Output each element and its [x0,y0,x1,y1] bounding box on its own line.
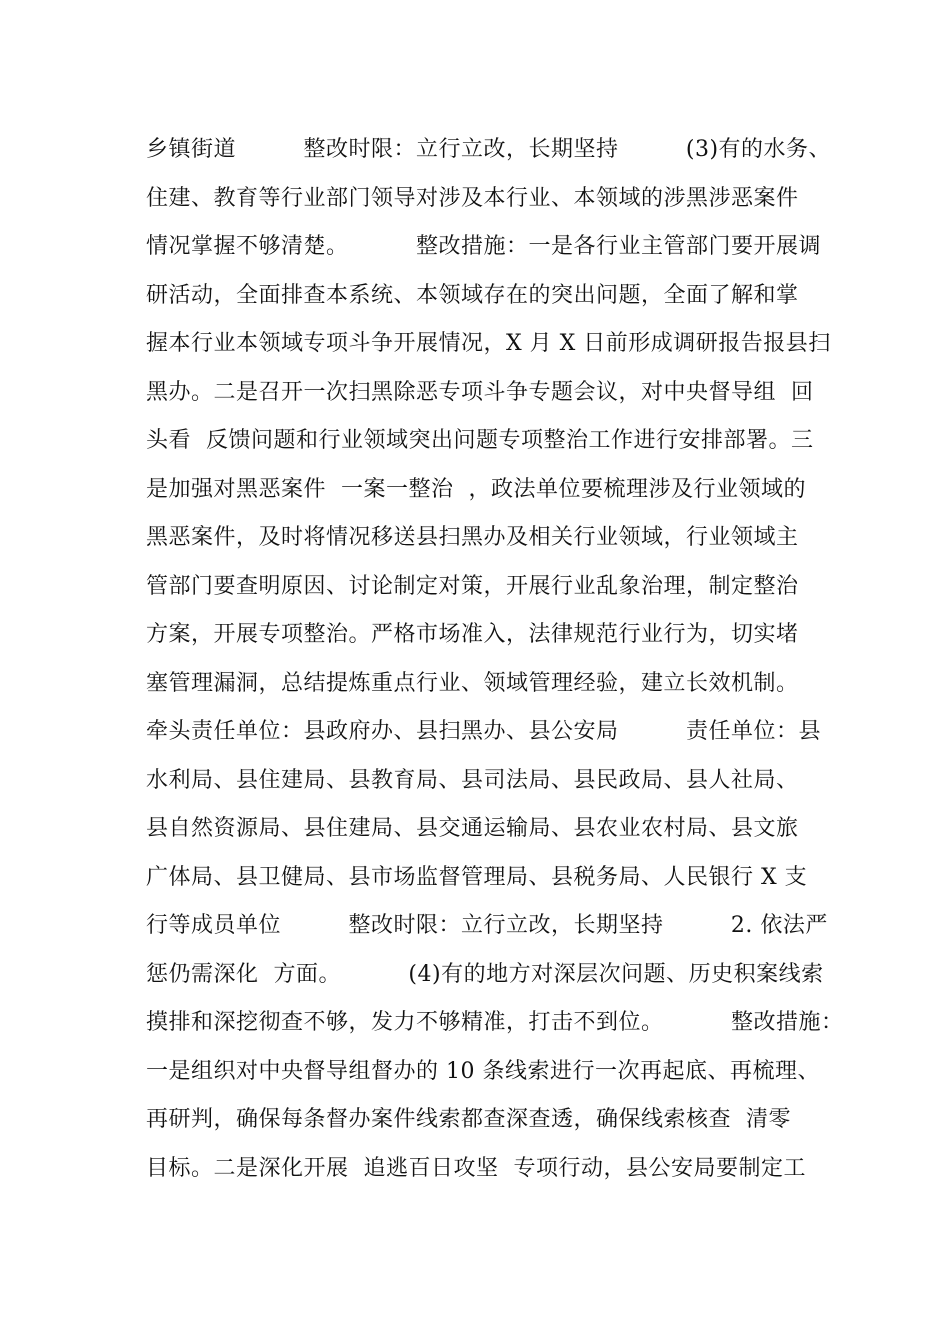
text-line: 情况掌握不够清楚。 整改措施：一是各行业主管部门要开展调 [146,234,821,259]
text-line: 是加强对黑恶案件 一案一整治 ，政法单位要梳理涉及行业领域的 [146,476,806,502]
text-line: 再研判，确保每条督办案件线索都查深查透，确保线索核查 清零 [146,1107,791,1132]
text-line: 一是组织对中央督导组督办的 10 条线索进行一次再起底、再梳理、 [146,1058,820,1084]
text-line: 住建、教育等行业部门领导对涉及本行业、本领域的涉黑涉恶案件 [146,185,799,211]
text-line: 广体局、县卫健局、县市场监督管理局、县税务局、人民银行 X 支 [146,864,808,890]
text-line: 惩仍需深化 方面。 (4)有的地方对深层次问题、历史积案线索 [146,961,824,987]
document-body [146,126,844,1193]
text-line: 行等成员单位 整改时限：立行立改，长期坚持 2. 依法严 [146,913,828,938]
text-line: 塞管理漏洞，总结提炼重点行业、领域管理经验，建立长效机制。 [146,670,799,696]
text-line: 目标。二是深化开展 追逃百日攻坚 专项行动，县公安局要制定工 [146,1155,806,1181]
text-line: 黑恶案件，及时将情况移送县扫黑办及相关行业领域，行业领域主 [146,525,799,550]
text-line: 头看 反馈问题和行业领域突出问题专项整治工作进行安排部署。三 [146,428,814,453]
text-line: 研活动，全面排查本系统、本领域存在的突出问题，全面了解和掌 [146,282,799,308]
text-line: 乡镇街道 整改时限：立行立改，长期坚持 (3)有的水务、 [146,137,832,162]
text-line: 管部门要查明原因、讨论制定对策，开展行业乱象治理，制定整治 [146,573,799,599]
text-line: 水利局、县住建局、县教育局、县司法局、县民政局、县人社局、 [146,767,799,793]
text-line: 摸排和深挖彻查不够，发力不够精准，打击不到位。 整改措施： [146,1010,844,1035]
text-line: 黑办。二是召开一次扫黑除恶专项斗争专题会议，对中央督导组 回 [146,379,814,405]
text-line: 握本行业本领域专项斗争开展情况，X 月 X 日前形成调研报告报县扫 [146,331,831,356]
text-line: 县自然资源局、县住建局、县交通运输局、县农业农村局、县文旅 [146,816,799,841]
text-line: 牵头责任单位：县政府办、县扫黑办、县公安局 责任单位：县 [146,719,821,744]
text-line: 方案，开展专项整治。严格市场准入，法律规范行业行为，切实堵 [146,622,799,647]
